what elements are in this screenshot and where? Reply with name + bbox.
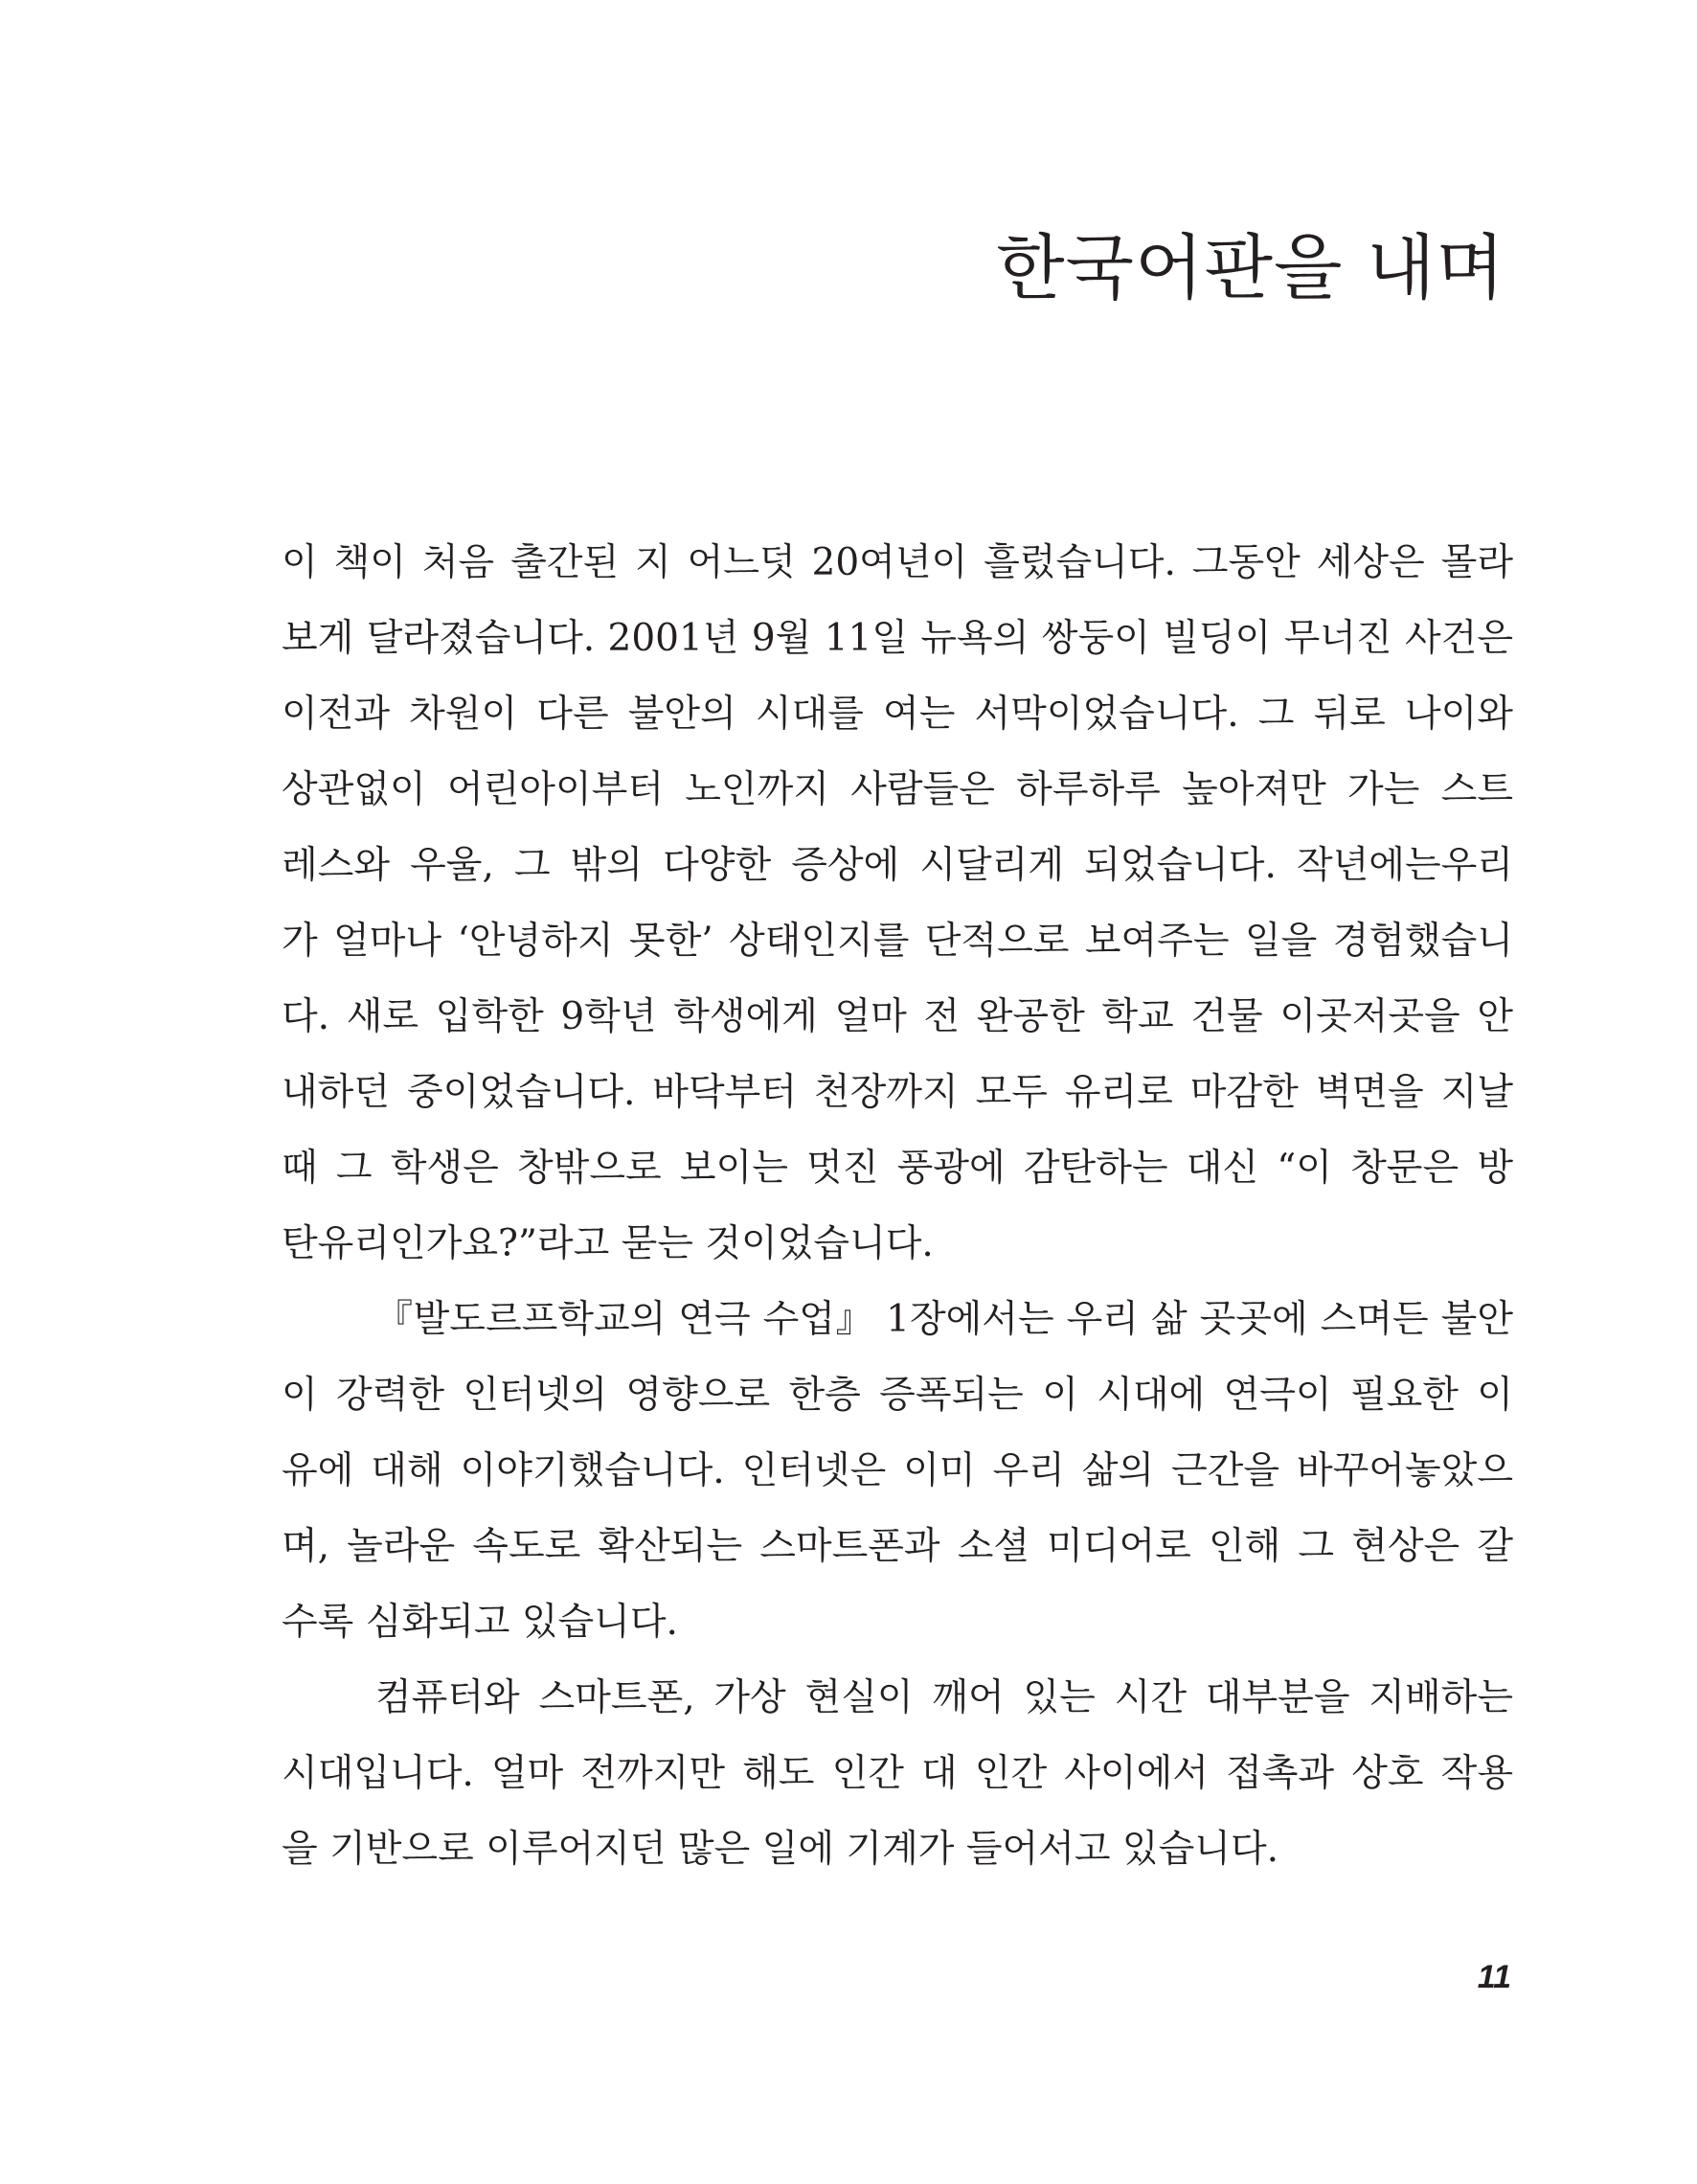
text-line: 컴퓨터와 스마트폰, 가상 현실이 깨어 있는 시간 대부분을 지배하는 (375, 1676, 1513, 1719)
text-line: 레스와 우울, 그 밖의 다양한 증상에 시달리게 되었습니다. 작년에는우리 (282, 844, 1513, 887)
text-line: 보게 달라졌습니다. 2001년 9월 11일 뉴욕의 쌍둥이 빌딩이 무너진 사건은 (282, 617, 1513, 660)
text-line: 이 강력한 인터넷의 영향으로 한층 증폭되는 이 시대에 연극이 필요한 이 (282, 1374, 1513, 1417)
chapter-title: 한국어판을 내며 (996, 227, 1505, 309)
text-line: 유에 대해 이야기했습니다. 인터넷은 이미 우리 삶의 근간을 바꾸어놓았으 (282, 1449, 1513, 1492)
text-line: 상관없이 어린아이부터 노인까지 사람들은 하루하루 높아져만 가는 스트 (282, 768, 1513, 811)
text-line: 『발도르프학교의 연극 수업』 1장에서는 우리 삶 곳곳에 스며든 불안 (375, 1298, 1513, 1341)
text-line: 시대입니다. 얼마 전까지만 해도 인간 대 인간 사이에서 접촉과 상호 작용 (282, 1752, 1513, 1795)
text-line: 가 얼마나 ‘안녕하지 못한’ 상태인지를 단적으로 보여주는 일을 경험했습니 (282, 920, 1513, 963)
text-line: 이 책이 처음 출간된 지 어느덧 20여년이 흘렀습니다. 그동안 세상은 몰라 (282, 541, 1513, 584)
text-line: 이전과 차원이 다른 불안의 시대를 여는 서막이었습니다. 그 뒤로 나이와 (282, 693, 1513, 736)
text-line: 며, 놀라운 속도로 확산되는 스마트폰과 소셜 미디어로 인해 그 현상은 갈 (282, 1525, 1513, 1568)
body-text (282, 525, 1513, 1887)
page-number: 11 (1477, 1959, 1511, 1995)
text-line: 다. 새로 입학한 9학년 학생에게 얼마 전 완공한 학교 건물 이곳저곳을 안 (282, 995, 1513, 1038)
text-line: 탄유리인가요?”라고 묻는 것이었습니다. (282, 1222, 934, 1265)
text-line: 수록 심화되고 있습니다. (282, 1601, 678, 1644)
text-line: 때 그 학생은 창밖으로 보이는 멋진 풍광에 감탄하는 대신 “이 창문은 방 (282, 1147, 1513, 1190)
text-line: 을 기반으로 이루어지던 많은 일에 기계가 들어서고 있습니다. (282, 1828, 1279, 1871)
text-line: 내하던 중이었습니다. 바닥부터 천장까지 모두 유리로 마감한 벽면을 지날 (282, 1071, 1513, 1114)
